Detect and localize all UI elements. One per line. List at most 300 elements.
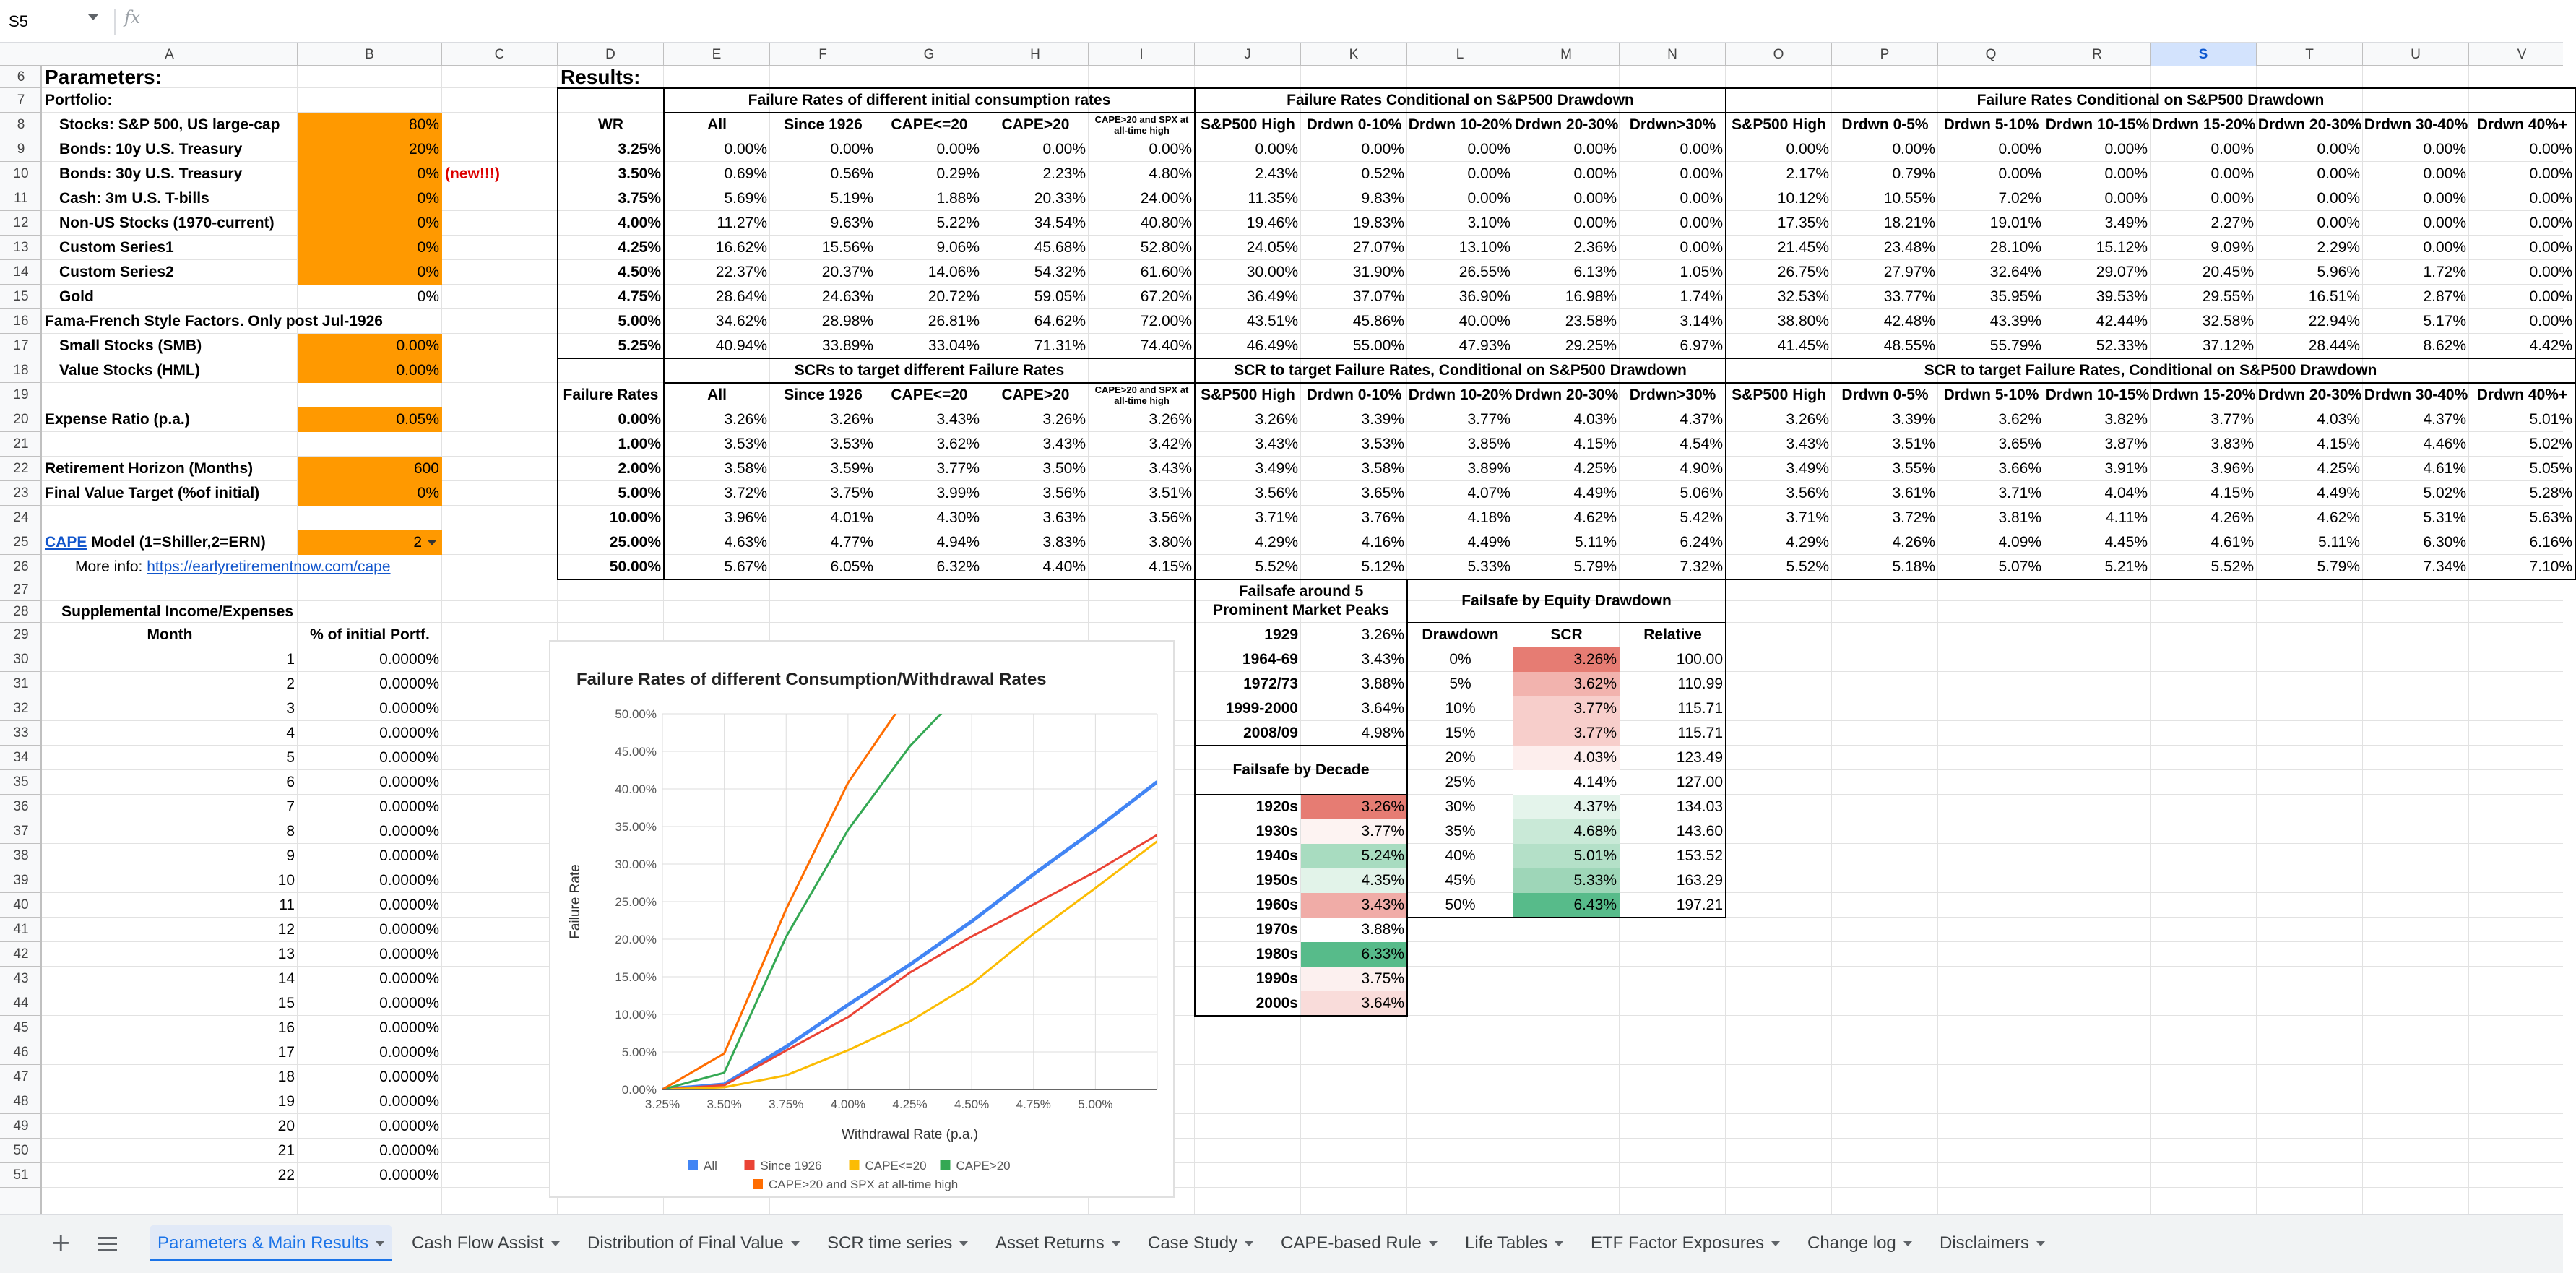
row-header-9[interactable]: 9	[0, 137, 42, 162]
row-label: 4.75%	[618, 288, 661, 305]
sheet-tab[interactable]	[580, 1225, 807, 1261]
table-column-header: Drdwn 10-20%	[1408, 116, 1513, 133]
table-cell: 0.00%	[1149, 141, 1192, 157]
sheet-tab[interactable]	[1274, 1225, 1445, 1261]
table-column-header: CAPE>20	[1001, 116, 1070, 133]
row-header-17[interactable]: 17	[0, 334, 42, 358]
row-header-44[interactable]: 44	[0, 991, 42, 1016]
column-header-K[interactable]: K	[1301, 43, 1407, 66]
table-cell: 3.85%	[1467, 436, 1510, 452]
row-header-49[interactable]: 49	[0, 1114, 42, 1139]
drawdown-relative: 123.49	[1676, 749, 1723, 766]
supplemental-pct[interactable]: 0.0000%	[379, 872, 439, 889]
table-cell: 9.09%	[2210, 239, 2254, 256]
sheet-tab[interactable]	[1141, 1225, 1261, 1261]
table-cell: 3.61%	[1892, 485, 1935, 501]
table-cell: 0.00%	[2210, 190, 2254, 207]
horizon-input[interactable]: 600	[298, 457, 442, 481]
drawdown-scr: 4.68%	[1513, 819, 1620, 844]
column-header-B[interactable]: B	[298, 43, 442, 66]
peak-label: 2008/09	[1243, 725, 1298, 741]
table-cell: 24.63%	[821, 288, 873, 305]
equity-drawdown-border	[1406, 579, 1726, 918]
row-header-46[interactable]: 46	[0, 1040, 42, 1065]
table-column-header: Drdwn 15-20%	[2151, 387, 2256, 403]
table-cell: 24.05%	[1246, 239, 1298, 256]
sheet-tab-dropdown-icon[interactable]	[551, 1241, 560, 1246]
table-cell: 16.62%	[715, 239, 767, 256]
row-header-36[interactable]: 36	[0, 795, 42, 819]
row-header-20[interactable]: 20	[0, 407, 42, 432]
peak-value: 4.98%	[1361, 725, 1404, 741]
sheet-tab-dropdown-icon[interactable]	[2036, 1241, 2045, 1246]
supplemental-pct-header: % of initial Portf.	[310, 626, 430, 643]
supplemental-month: 19	[277, 1093, 295, 1110]
table-cell: 32.64%	[1989, 264, 2041, 280]
supplemental-pct[interactable]: 0.0000%	[379, 946, 439, 962]
row-header-7[interactable]: 7	[0, 88, 42, 113]
supplemental-pct[interactable]: 0.0000%	[379, 1019, 439, 1036]
row-header-40[interactable]: 40	[0, 893, 42, 918]
table-cell: 5.96%	[2317, 264, 2360, 280]
table-cell: 29.07%	[2096, 264, 2148, 280]
table-cell: 4.62%	[1573, 509, 1617, 526]
decade-value: 3.43%	[1301, 893, 1407, 918]
chart-xtick-label: 4.75%	[1016, 1097, 1051, 1111]
table-cell: 36.90%	[1458, 288, 1510, 305]
row-header-19[interactable]: 19	[0, 383, 42, 407]
row-header-11[interactable]: 11	[0, 186, 42, 211]
sheet-tab[interactable]	[1458, 1225, 1570, 1261]
chart-ytick-label: 30.00%	[615, 858, 657, 871]
table-cell: 1.72%	[2423, 264, 2466, 280]
column-header-V[interactable]: V	[2469, 43, 2575, 66]
table-cell: 0.00%	[1255, 141, 1298, 157]
sheet-grid[interactable]	[42, 66, 2572, 1214]
table-cell: 3.72%	[724, 485, 767, 501]
sheet-tab-dropdown-icon[interactable]	[959, 1241, 968, 1246]
table-cell: 4.45%	[2104, 534, 2148, 551]
drawdown-relative: 134.03	[1676, 798, 1723, 815]
decade-value: 3.77%	[1301, 819, 1407, 844]
table-cell: 61.60%	[1140, 264, 1192, 280]
row-header-34[interactable]: 34	[0, 746, 42, 770]
drawdown-relative: 115.71	[1677, 725, 1723, 741]
row-header-8[interactable]: 8	[0, 113, 42, 137]
table-cell: 19.01%	[1989, 215, 2041, 231]
expense-label: Expense Ratio (p.a.)	[45, 411, 190, 428]
column-header-D[interactable]: D	[558, 43, 664, 66]
supplemental-month: 21	[277, 1142, 295, 1159]
column-header-L[interactable]: L	[1407, 43, 1513, 66]
column-header-A[interactable]: A	[42, 43, 298, 66]
table-cell: 5.18%	[1892, 558, 1935, 575]
supplemental-month: 10	[277, 872, 295, 889]
decade-value: 3.64%	[1301, 991, 1407, 1016]
table-column-header: Drdwn 10-20%	[1408, 387, 1513, 403]
table-cell: 20.45%	[2202, 264, 2254, 280]
table-cell: 4.90%	[1680, 460, 1723, 477]
supplemental-pct[interactable]: 0.0000%	[379, 798, 439, 815]
row-header-22[interactable]: 22	[0, 457, 42, 481]
column-header-C[interactable]: C	[442, 43, 558, 66]
supplemental-pct[interactable]: 0.0000%	[379, 774, 439, 790]
row-header-10[interactable]: 10	[0, 162, 42, 186]
supplemental-pct[interactable]: 0.0000%	[379, 823, 439, 840]
table-cell: 29.25%	[1565, 337, 1617, 354]
supplemental-pct[interactable]: 0.0000%	[379, 749, 439, 766]
supplemental-pct[interactable]: 0.0000%	[379, 995, 439, 1011]
table-cell: 3.26%	[1149, 411, 1192, 428]
row-label: 3.75%	[618, 190, 661, 207]
hml-input[interactable]: 0.00%	[298, 358, 442, 383]
param-input[interactable]: 80%	[298, 113, 442, 137]
table-cell: 11.35%	[1248, 190, 1298, 207]
row-header-25[interactable]: 25	[0, 530, 42, 555]
drawdown-value: 20%	[1445, 749, 1476, 766]
table-cell: 47.93%	[1458, 337, 1510, 354]
table-column-header: Drdwn>30%	[1629, 116, 1716, 133]
table-cell: 0.00%	[2529, 313, 2572, 329]
sheet-tab[interactable]	[1932, 1225, 2052, 1261]
column-header-M[interactable]: M	[1513, 43, 1620, 66]
param-input[interactable]: 0%	[298, 186, 442, 211]
sheet-tab-dropdown-icon[interactable]	[1112, 1241, 1120, 1246]
table-cell: 3.26%	[1786, 411, 1829, 428]
expense-input[interactable]: 0.05%	[298, 407, 442, 432]
table-cell: 3.89%	[1467, 460, 1510, 477]
table-cell: 3.26%	[1255, 411, 1298, 428]
column-header-U[interactable]: U	[2363, 43, 2469, 66]
param-input[interactable]: 0%	[298, 260, 442, 285]
column-header-T[interactable]: T	[2257, 43, 2363, 66]
row-header-33[interactable]: 33	[0, 721, 42, 746]
decades-title: Failsafe by Decade	[1232, 761, 1370, 778]
table-cell: 0.00%	[2104, 141, 2148, 157]
sheet-tab-label: Asset Returns	[995, 1233, 1105, 1253]
table-cell: 0.00%	[2317, 190, 2360, 207]
row-header-13[interactable]: 13	[0, 236, 42, 260]
sheet-tab-dropdown-icon[interactable]	[1903, 1241, 1912, 1246]
table-cell: 3.51%	[1892, 436, 1935, 452]
supplemental-pct[interactable]: 0.0000%	[379, 651, 439, 668]
param-input[interactable]: 0%	[298, 236, 442, 260]
row-header-45[interactable]: 45	[0, 1016, 42, 1040]
decade-value: 3.75%	[1301, 967, 1407, 991]
column-header-O[interactable]: O	[1726, 43, 1832, 66]
table-cell: 33.89%	[821, 337, 873, 354]
row-header-38[interactable]: 38	[0, 844, 42, 868]
supplemental-pct[interactable]: 0.0000%	[379, 897, 439, 913]
sheet-tab-dropdown-icon[interactable]	[1429, 1241, 1438, 1246]
row-header-51[interactable]: 51	[0, 1163, 42, 1188]
table-cell: 5.28%	[2529, 485, 2572, 501]
table-cell: 42.44%	[2096, 313, 2148, 329]
table-cell: 0.69%	[724, 165, 767, 182]
column-header-H[interactable]: H	[982, 43, 1089, 66]
final-value-target-input[interactable]: 0%	[298, 481, 442, 506]
add-sheet-icon[interactable]: +	[51, 1228, 72, 1257]
supplemental-pct[interactable]: 0.0000%	[379, 1118, 439, 1134]
table-cell: 0.00%	[2529, 239, 2572, 256]
drawdown-relative: 115.71	[1677, 700, 1723, 717]
table-cell: 4.01%	[830, 509, 873, 526]
supplemental-pct[interactable]: 0.0000%	[379, 725, 439, 741]
row-header-50[interactable]: 50	[0, 1139, 42, 1163]
table-cell: 9.06%	[936, 239, 980, 256]
sheet-tab-label: ETF Factor Exposures	[1591, 1233, 1765, 1253]
row-header-14[interactable]: 14	[0, 260, 42, 285]
row-header-6[interactable]: 6	[0, 66, 42, 88]
more-info-link[interactable]: https://earlyretirementnow.com/cape	[147, 558, 391, 575]
table-cell: 0.00%	[1680, 215, 1723, 231]
drawdown-scr: 3.62%	[1513, 672, 1620, 696]
supplemental-pct[interactable]: 0.0000%	[379, 700, 439, 717]
table-cell: 8.62%	[2423, 337, 2466, 354]
table-column-header: Drdwn 20-30%	[2257, 116, 2362, 133]
sheet-tab[interactable]	[150, 1225, 392, 1261]
table-cell: 1.74%	[1680, 288, 1723, 305]
table-cell: 3.71%	[1998, 485, 2041, 501]
sheet-tab[interactable]	[405, 1225, 567, 1261]
table-cell: 5.02%	[2423, 485, 2466, 501]
sheet-tab[interactable]	[988, 1225, 1128, 1261]
table-cell: 3.77%	[1467, 411, 1510, 428]
cape-model-label	[42, 530, 298, 555]
row-label: 25.00%	[609, 534, 661, 551]
row-header-32[interactable]: 32	[0, 696, 42, 721]
sheet-tab-dropdown-icon[interactable]	[1555, 1241, 1563, 1246]
new-badge: (new!!!)	[445, 165, 500, 182]
table-cell: 10.55%	[1883, 190, 1935, 207]
table-cell: 35.95%	[1989, 288, 2041, 305]
row-header-37[interactable]: 37	[0, 819, 42, 844]
row-label: 0.00%	[618, 411, 661, 428]
table-cell: 5.11%	[2318, 534, 2360, 551]
supplemental-month: 20	[277, 1118, 295, 1134]
supplemental-pct[interactable]: 0.0000%	[379, 1167, 439, 1183]
drawdown-relative: 100.00	[1676, 651, 1723, 668]
fama-french-label: Fama-French Style Factors. Only post Jul-1926	[45, 313, 383, 329]
sheet-tab-dropdown-icon[interactable]	[791, 1241, 800, 1246]
column-header-J[interactable]: J	[1195, 43, 1301, 66]
decade-label: 1950s	[1255, 872, 1298, 889]
table-cell: 30.00%	[1246, 264, 1298, 280]
sheet-tab-dropdown-icon[interactable]	[1245, 1241, 1253, 1246]
row-label: 2.00%	[618, 460, 661, 477]
table-group-header: SCR to target Failure Rates, Conditional on S&P500 Drawdown	[1924, 362, 2377, 379]
supplemental-pct[interactable]: 0.0000%	[379, 921, 439, 938]
column-header-E[interactable]: E	[664, 43, 770, 66]
table-cell: 3.49%	[1786, 460, 1829, 477]
param-input[interactable]: 20%	[298, 137, 442, 162]
table-cell: 3.76%	[1361, 509, 1404, 526]
supplemental-month: 17	[277, 1044, 295, 1061]
supplemental-month: 1	[286, 651, 295, 668]
table-cell: 4.04%	[2104, 485, 2148, 501]
table-cell: 5.63%	[2529, 509, 2572, 526]
table-cell: 4.61%	[2423, 460, 2466, 477]
drawdown-value: 5%	[1449, 676, 1471, 692]
chart-legend-label: Since 1926	[760, 1159, 822, 1173]
sheet-tab[interactable]	[1800, 1225, 1919, 1261]
table-column-header: Drdwn 20-30%	[1514, 387, 1619, 403]
table-column-header: Drdwn 40%+	[2476, 116, 2568, 133]
param-input[interactable]: 0%	[417, 288, 439, 305]
table-cell: 29.55%	[2202, 288, 2254, 305]
row-header-41[interactable]: 41	[0, 918, 42, 942]
table-cell: 4.03%	[1573, 411, 1617, 428]
table-cell: 64.62%	[1034, 313, 1086, 329]
supplemental-pct[interactable]: 0.0000%	[379, 1069, 439, 1085]
table-cell: 3.99%	[936, 485, 980, 501]
table-column-header: CAPE>20 and SPX at all-time high	[1094, 114, 1189, 136]
row-headers	[0, 66, 42, 1214]
table-cell: 26.55%	[1458, 264, 1510, 280]
equity-drawdown-header: Relative	[1643, 626, 1702, 643]
sheet-tab-dropdown-icon[interactable]	[1771, 1241, 1780, 1246]
table-cell: 18.21%	[1883, 215, 1935, 231]
cape-link[interactable]: CAPE	[45, 534, 87, 551]
parameters-title: Parameters:	[45, 66, 162, 88]
row-label: 3.25%	[618, 141, 661, 157]
table-cell: 36.49%	[1246, 288, 1298, 305]
column-header-F[interactable]: F	[770, 43, 876, 66]
drawdown-scr: 4.14%	[1513, 770, 1620, 795]
param-label: Stocks: S&P 500, US large-cap	[59, 116, 280, 133]
column-header-R[interactable]: R	[2044, 43, 2151, 66]
row-header-47[interactable]: 47	[0, 1065, 42, 1089]
table-cell: 0.00%	[2423, 190, 2466, 207]
table-cell: 3.65%	[1361, 485, 1404, 501]
name-box[interactable]: S5	[9, 12, 28, 30]
row-header-24[interactable]: 24	[0, 506, 42, 530]
decade-label: 1930s	[1255, 823, 1298, 840]
table-cell: 20.33%	[1034, 190, 1086, 207]
sheet-tab-dropdown-icon[interactable]	[376, 1241, 384, 1246]
table-cell: 0.00%	[1786, 141, 1829, 157]
table-cell: 3.56%	[1042, 485, 1086, 501]
table-cell: 0.00%	[1573, 165, 1617, 182]
table-cell: 13.10%	[1458, 239, 1510, 256]
smb-input[interactable]: 0.00%	[298, 334, 442, 358]
column-header-G[interactable]: G	[876, 43, 982, 66]
all-sheets-menu-icon[interactable]	[98, 1237, 117, 1251]
supplemental-pct[interactable]: 0.0000%	[379, 970, 439, 987]
table-cell: 4.77%	[830, 534, 873, 551]
table-cell: 0.00%	[2423, 239, 2466, 256]
row-header-21[interactable]: 21	[0, 432, 42, 457]
table-cell: 9.83%	[1361, 190, 1404, 207]
column-header-N[interactable]: N	[1620, 43, 1726, 66]
equity-drawdown-header: Drawdown	[1422, 626, 1499, 643]
cape-model-dropdown[interactable]: 2	[298, 530, 442, 555]
row-header-29[interactable]: 29	[0, 623, 42, 647]
table-cell: 0.00%	[2210, 141, 2254, 157]
row-header-28[interactable]: 28	[0, 601, 42, 623]
chart-legend-label: CAPE<=20	[865, 1159, 927, 1173]
peak-label: 1972/73	[1243, 676, 1298, 692]
table-cell: 45.86%	[1352, 313, 1404, 329]
supplemental-pct[interactable]: 0.0000%	[379, 676, 439, 692]
param-label: Bonds: 30y U.S. Treasury	[59, 165, 243, 182]
column-header-Q[interactable]: Q	[1938, 43, 2044, 66]
column-header-S[interactable]: S	[2151, 43, 2257, 66]
row-header-27[interactable]: 27	[0, 579, 42, 601]
dropdown-arrow-icon[interactable]	[428, 540, 436, 545]
row-header-12[interactable]: 12	[0, 211, 42, 236]
row-header-23[interactable]: 23	[0, 481, 42, 506]
column-header-I[interactable]: I	[1089, 43, 1195, 66]
row-header-18[interactable]: 18	[0, 358, 42, 383]
decade-value: 4.35%	[1301, 868, 1407, 893]
table-divider	[1725, 88, 1726, 579]
table-column-header: Drdwn 10-15%	[2045, 116, 2150, 133]
row-header-48[interactable]: 48	[0, 1089, 42, 1114]
chart-legend-swatch	[941, 1160, 951, 1170]
supplemental-month: 18	[277, 1069, 295, 1085]
table-cell: 0.00%	[724, 141, 767, 157]
table-cell: 4.26%	[1892, 534, 1935, 551]
table-cell: 15.56%	[821, 239, 873, 256]
row-header-43[interactable]: 43	[0, 967, 42, 991]
drawdown-relative: 110.99	[1677, 676, 1723, 692]
sheet-tab[interactable]	[1583, 1225, 1787, 1261]
drawdown-value: 50%	[1445, 897, 1476, 913]
row-header-16[interactable]: 16	[0, 309, 42, 334]
table-cell: 0.00%	[2529, 288, 2572, 305]
row-header-39[interactable]: 39	[0, 868, 42, 893]
supplemental-pct[interactable]: 0.0000%	[379, 847, 439, 864]
supplemental-pct[interactable]: 0.0000%	[379, 1093, 439, 1110]
table-cell: 3.50%	[1042, 460, 1086, 477]
table-cell: 48.55%	[1883, 337, 1935, 354]
table-cell: 4.07%	[1467, 485, 1510, 501]
sheet-tab[interactable]	[820, 1225, 975, 1261]
row-header-30[interactable]: 30	[0, 647, 42, 672]
table-cell: 4.37%	[1680, 411, 1723, 428]
table-cell: 24.00%	[1140, 190, 1192, 207]
drawdown-relative: 153.52	[1676, 847, 1723, 864]
row-header-31[interactable]: 31	[0, 672, 42, 696]
column-header-P[interactable]: P	[1832, 43, 1938, 66]
table-group-header: Failure Rates of different initial consumption rates	[748, 92, 1111, 108]
supplemental-pct[interactable]: 0.0000%	[379, 1044, 439, 1061]
peak-value: 3.88%	[1361, 676, 1404, 692]
chart-title: Failure Rates of different Consumption/Withdrawal Rates	[576, 670, 1047, 689]
row-header-15[interactable]: 15	[0, 285, 42, 309]
row-header-35[interactable]: 35	[0, 770, 42, 795]
table-cell: 0.00%	[2529, 215, 2572, 231]
row-header-26[interactable]: 26	[0, 555, 42, 579]
param-input[interactable]: 0%	[298, 162, 442, 186]
chart-legend-swatch	[850, 1160, 860, 1170]
table-column-header: Since 1926	[784, 387, 863, 403]
table-cell: 5.06%	[1680, 485, 1723, 501]
decade-label: 1990s	[1255, 970, 1298, 987]
table-cell: 43.51%	[1246, 313, 1298, 329]
table-column-header: Drdwn 5-10%	[1943, 116, 2039, 133]
supplemental-pct[interactable]: 0.0000%	[379, 1142, 439, 1159]
name-box-dropdown-icon[interactable]	[88, 14, 98, 20]
table-cell: 3.59%	[830, 460, 873, 477]
failure-rate-chart[interactable]	[549, 640, 1175, 1198]
table-cell: 0.00%	[1998, 165, 2041, 182]
row-header-42[interactable]: 42	[0, 942, 42, 967]
table-cell: 22.37%	[715, 264, 767, 280]
param-input[interactable]: 0%	[298, 211, 442, 236]
drawdown-value: 25%	[1445, 774, 1476, 790]
